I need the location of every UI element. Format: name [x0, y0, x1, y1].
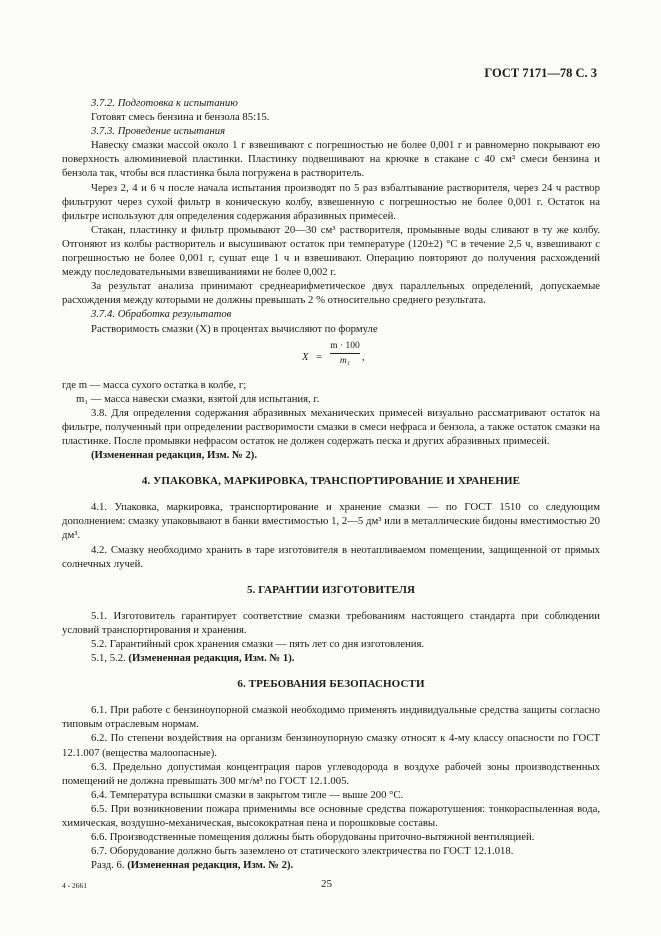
- paragraph-5-1: 5.1. Изготовитель гарантирует соответствие смазки требованиям настоящего стандарта при соблюдении условий транспортирования и хранения.: [62, 609, 600, 636]
- subsection-title-3-7-2: 3.7.2. Подготовка к испытанию: [91, 97, 238, 109]
- paragraph-3-7-4: Растворимость смазки (X) в процентах вычисляют по формуле: [91, 322, 378, 335]
- formula-equals: =: [316, 350, 323, 363]
- formula-fraction: [330, 340, 360, 367]
- formula-tail: ,: [362, 350, 365, 363]
- subsection-title-3-7-4: 3.7.4. Обработка результатов: [91, 308, 232, 321]
- solubility-formula: [62, 338, 600, 374]
- paragraph-3-7-3-d: За результат анализа принимают среднеарифметическое двух параллельных определений, допускаемые расхождения между которыми не должны превышать 2 % относительно среднего результата.: [62, 280, 600, 307]
- amendment-note-5: [62, 651, 600, 665]
- paragraph-6-7: 6.7. Оборудование должно быть заземлено от статического электричества по ГОСТ 12.1.018.: [91, 845, 514, 858]
- subsection-title-3-7-3: 3.7.3. Проведение испытания: [91, 125, 226, 138]
- paragraph-3-7-3-a: Навеску смазки массой около 1 г взвешивают с погрешностью не более 0,001 г и равномерно покрывают ею поверхность алюминиевой пластинки. Пластинку подвешивают на крючке в стакане с 40 см³ смеси бензина и бензола так, чтобы вся пластинка была погружена в растворитель.: [62, 139, 600, 180]
- amendment-prefix-6: Разд. 6.: [91, 859, 128, 872]
- formula-where-1: где m — масса сухого остатка в колбе, г;: [62, 378, 247, 391]
- paragraph-5-2: 5.2. Гарантийный срок хранения смазки — пять лет со дня изготовления.: [91, 638, 425, 650]
- formula-denominator: m₁: [339, 355, 351, 366]
- paragraph-6-6: 6.6. Производственные помещения должны быть оборудованы приточно-вытяжной вентиляцией.: [91, 831, 535, 844]
- amendment-note-3-8: (Измененная редакция, Изм. № 2).: [91, 449, 258, 462]
- amendment-text-6: (Измененная редакция, Изм. № 2).: [127, 859, 294, 872]
- section-heading-5: 5. ГАРАНТИИ ИЗГОТОВИТЕЛЯ: [246, 583, 416, 596]
- footer-print-code: 4 - 2661: [62, 881, 87, 890]
- paragraph-3-7-3-b: Через 2, 4 и 6 ч после начала испытания производят по 5 раз взбалтывание растворителя, через 24 ч раствор фильтруют через сухой фильтр в коническую колбу, взвешенную с погрешностью не более 0,001 г. Остаток на фильтре используют для определения содержания абразивных примесей.: [62, 181, 600, 222]
- paragraph-6-4: 6.4. Температура вспышки смазки в закрытом тигле — выше 200 °С.: [91, 788, 404, 801]
- section-heading-6: 6. ТРЕБОВАНИЯ БЕЗОПАСНОСТИ: [237, 678, 425, 691]
- page-number: 25: [321, 878, 332, 890]
- amendment-text-5: (Измененная редакция, Изм. № 1).: [128, 652, 295, 665]
- page-header: ГОСТ 7171—78 С. 3: [484, 66, 597, 80]
- paragraph-3-7-2: Готовят смесь бензина и бензола 85:15.: [91, 111, 270, 124]
- fraction-bar: [330, 353, 360, 354]
- paragraph-6-3: 6.3. Предельно допустимая концентрация паров углеводорода в воздухе рабочей зоны производственных помещений не должна превышать 300 мг/м³ по ГОСТ 12.1.005.: [62, 760, 600, 787]
- page-content: [62, 96, 600, 872]
- formula-numerator: m · 100: [330, 340, 360, 351]
- paragraph-6-2: 6.2. По степени воздействия на организм бензиноупорную смазку относят к 4-му классу опасности по ГОСТ 12.1.007 (вещества малоопасные).: [62, 732, 600, 759]
- amendment-prefix-5: 5.1, 5.2.: [91, 652, 129, 665]
- paragraph-6-5: 6.5. При возникновении пожара применимы все основные средства пожаротушения: тонкораспыленная вода, химическая, воздушно-механическая, высокократная пена и порошковые составы.: [62, 802, 600, 830]
- section-heading-4: 4. УПАКОВКА, МАРКИРОВКА, ТРАНСПОРТИРОВАНИЕ И ХРАНЕНИЕ: [141, 475, 521, 488]
- formula-lhs: X: [302, 350, 309, 363]
- formula-where-2: m₁ — масса навески смазки, взятой для испытания, г.: [76, 392, 320, 405]
- paragraph-3-8: 3.8. Для определения содержания абразивных механических примесей визуально рассматривают остаток на фильтре, полученный при определении растворимости смазки в смеси нефраса и бензола, а также остаток смазки на пластинке. После промывки нефрасом остаток не должен содержать песка и других абразивных примесей.: [62, 406, 600, 447]
- paragraph-4-1: 4.1. Упаковка, маркировка, транспортирование и хранение смазки — по ГОСТ 1510 со следующим дополнением: смазку упаковывают в банки вместимостью 1, 2—5 дм³ или в металлические бидоны вместимостью 20 дм³.: [62, 501, 600, 542]
- amendment-note-6: [62, 858, 600, 872]
- paragraph-4-2: 4.2. Смазку необходимо хранить в таре изготовителя в неотапливаемом помещении, защищенной от прямых солнечных лучей.: [62, 543, 600, 570]
- paragraph-6-1: 6.1. При работе с бензиноупорной смазкой необходимо применять индивидуальные средства защиты согласно типовым отраслевым нормам.: [62, 704, 600, 731]
- paragraph-3-7-3-c: Стакан, пластинку и фильтр промывают 20—30 см³ растворителя, промывные воды сливают в ту же колбу. Отгоняют из колбы растворитель и высушивают остаток при температуре (120±2) °С в течение 2,5 ч, взвешивают с погрешностью не более 0,001 г, сушат еще 1 ч и взвешивают. Операцию повторяют до получения расхождений между последовательными взвешиваниями не более 0,002 г.: [62, 223, 600, 279]
